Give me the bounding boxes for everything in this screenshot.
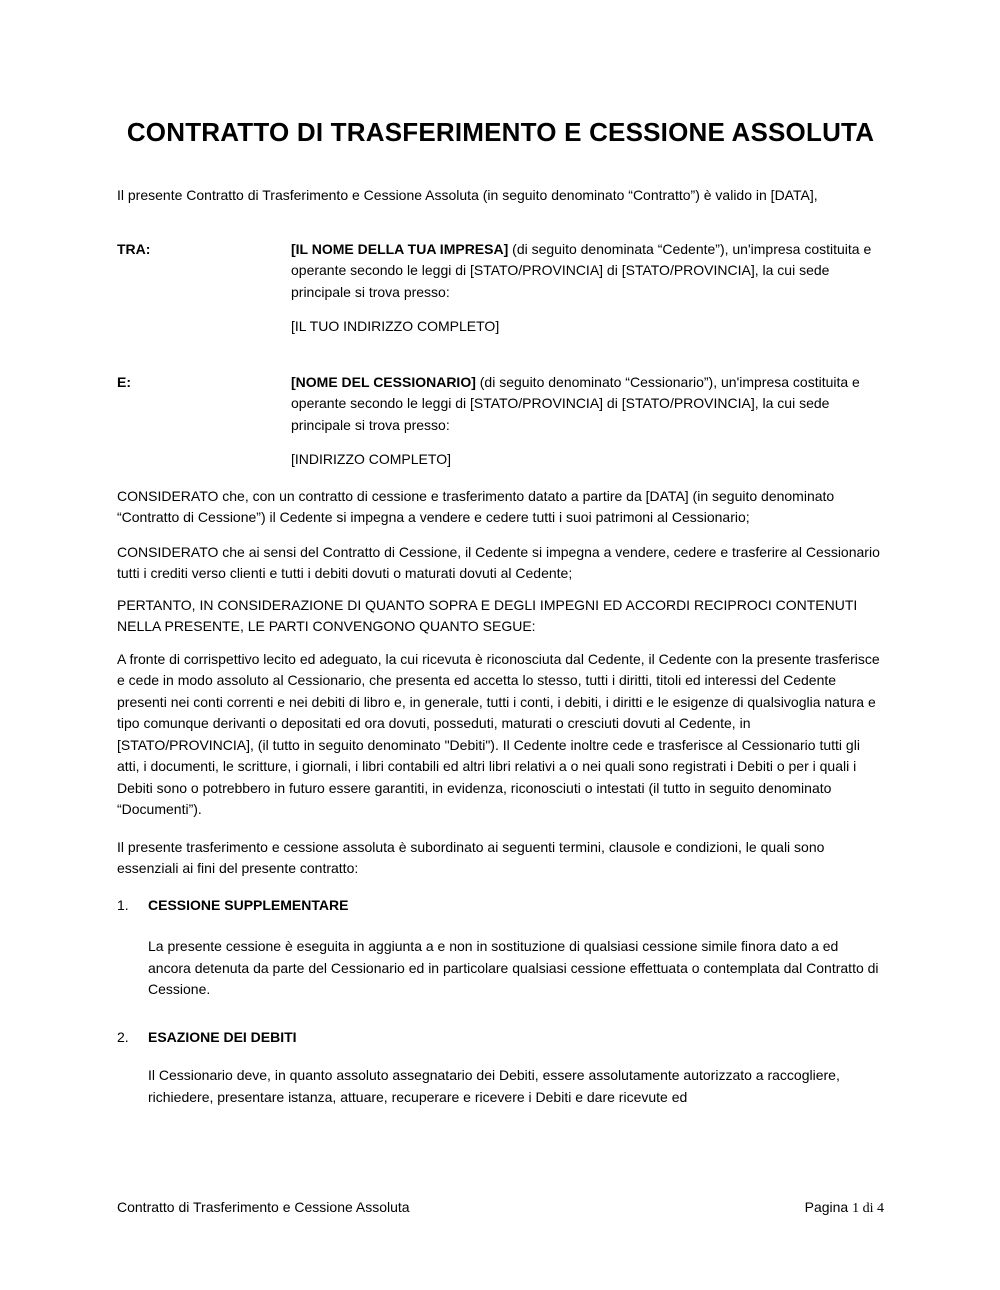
recital-pertanto: PERTANTO, IN CONSIDERAZIONE DI QUANTO SOPRA E DEGLI IMPEGNI ED ACCORDI RECIPROCI CONTENUTI NELLA PRESENTE, LE PARTI CONVENGONO QUANTO SEGUE: (117, 596, 858, 634)
section-2-heading-row (117, 1027, 884, 1049)
party-description-cedente (291, 239, 884, 304)
footer-page-number (805, 1197, 884, 1220)
page-footer (117, 1197, 884, 1220)
intro-paragraph: Il presente Contratto di Trasferimento e Cessione Assoluta (in seguito denominato “Contratto”) è valido in [DATA], (117, 187, 818, 203)
party-description-cessionario (291, 372, 884, 437)
party-label-tra: TRA: (117, 240, 151, 257)
party-address-cessionario: [INDIRIZZO COMPLETO] (291, 451, 451, 467)
recital-considerato-1: CONSIDERATO che, con un contratto di cessione e trasferimento datato a partire da [DATA] (in seguito denominato “Contratto di Cessione”) il Cedente si impegna a vendere e cedere tutti i suoi patrimoni al Cessionario; (117, 487, 835, 525)
section-esazione-dei-debiti (117, 1027, 884, 1109)
recital-considerato-2: CONSIDERATO che ai sensi del Contratto di Cessione, il Cedente si impegna a vendere, cedere e trasferire al Cessionario tutti i crediti verso clienti e tutti i debiti dovuti o maturati dovuti al Cedente; (117, 543, 880, 581)
section-2-body: Il Cessionario deve, in quanto assoluto assegnatario dei Debiti, essere assolutamente autorizzato a raccogliere, richiedere, presentare istanza, attuare, recuperare e ricevere i Debiti e dare ricevute ed (148, 1067, 840, 1105)
assignment-paragraph: A fronte di corrispettivo lecito ed adeguato, la cui ricevuta è riconosciuta dal Cedente, il Cedente con la presente trasferisce e cede in modo assoluto al Cessionario, che presenta ed accetta lo stesso, tutti i diritti, titoli ed interessi del Cedente presenti nei conti correnti e nei debiti di libro e, in generale, tutti i conti, i debiti, i diritti e le esigenze di qualsivoglia natura e tipo comunque derivanti o depositati ed ora dovuti, posseduti, maturati o cresciuti dovuti al Cedente, in [STATO/PROVINCIA], (il tutto in seguito denominato "Debiti"). Il Cedente inoltre cede e trasferisce al Cessionario tutti gli atti, i documenti, le scritture, i giornali, i libri contabili ed altri libri relativi a o nei quali sono registrati i Debiti o per i quali i Debiti sono o potrebbero in futuro essere garantiti, in evidenza, riconosciuti o intestati (il tutto in seguito denominato “Documenti”). (117, 650, 880, 817)
party-name-cessionario: [NOME DEL CESSIONARIO] (291, 373, 476, 390)
footer-page-label: Pagina (804, 1199, 849, 1215)
party-description-text-cessionario: (di seguito denominato “Cessionario”), un'impresa costituita e operante secondo le leggi di [STATO/PROVINCIA] di [STATO/PROVINCIA], la cui sede principale si trova presso: (291, 373, 860, 433)
section-1-heading: CESSIONE SUPPLEMENTARE (148, 896, 349, 913)
footer-document-name: Contratto di Trasferimento e Cessione Assoluta (117, 1199, 410, 1215)
party-row-cedente (117, 239, 884, 304)
document-title: CONTRATTO DI TRASFERIMENTO E CESSIONE ASSOLUTA (126, 117, 875, 147)
section-1-number: 1. (117, 896, 129, 913)
section-2-number: 2. (117, 1028, 129, 1045)
footer-page-value: 1 di 4 (852, 1201, 884, 1216)
party-address-cedente: [IL TUO INDIRIZZO COMPLETO] (291, 318, 500, 334)
party-label-e: E: (117, 373, 131, 390)
section-1-body: La presente cessione è eseguita in aggiunta a e non in sostituzione di qualsiasi cessione simile finora dato a ed ancora detenuta da parte del Cessionario ed in particolare qualsiasi cessione effettuata o contemplata dal Contratto di Cessione. (148, 938, 879, 997)
terms-intro-paragraph: Il presente trasferimento e cessione assoluta è subordinato ai seguenti termini, clausole e condizioni, le quali sono essenziali ai fini del presente contratto: (117, 838, 825, 876)
section-2-heading: ESAZIONE DEI DEBITI (148, 1028, 297, 1045)
party-description-text-cedente: (di seguito denominata “Cedente”), un'impresa costituita e operante secondo le leggi di [STATO/PROVINCIA] di [STATO/PROVINCIA], la cui sede principale si trova presso: (291, 240, 872, 300)
party-name-cedente: [IL NOME DELLA TUA IMPRESA] (291, 240, 509, 257)
section-cessione-supplementare (117, 895, 884, 1001)
section-1-heading-row (117, 895, 884, 917)
party-row-cessionario (117, 372, 884, 437)
